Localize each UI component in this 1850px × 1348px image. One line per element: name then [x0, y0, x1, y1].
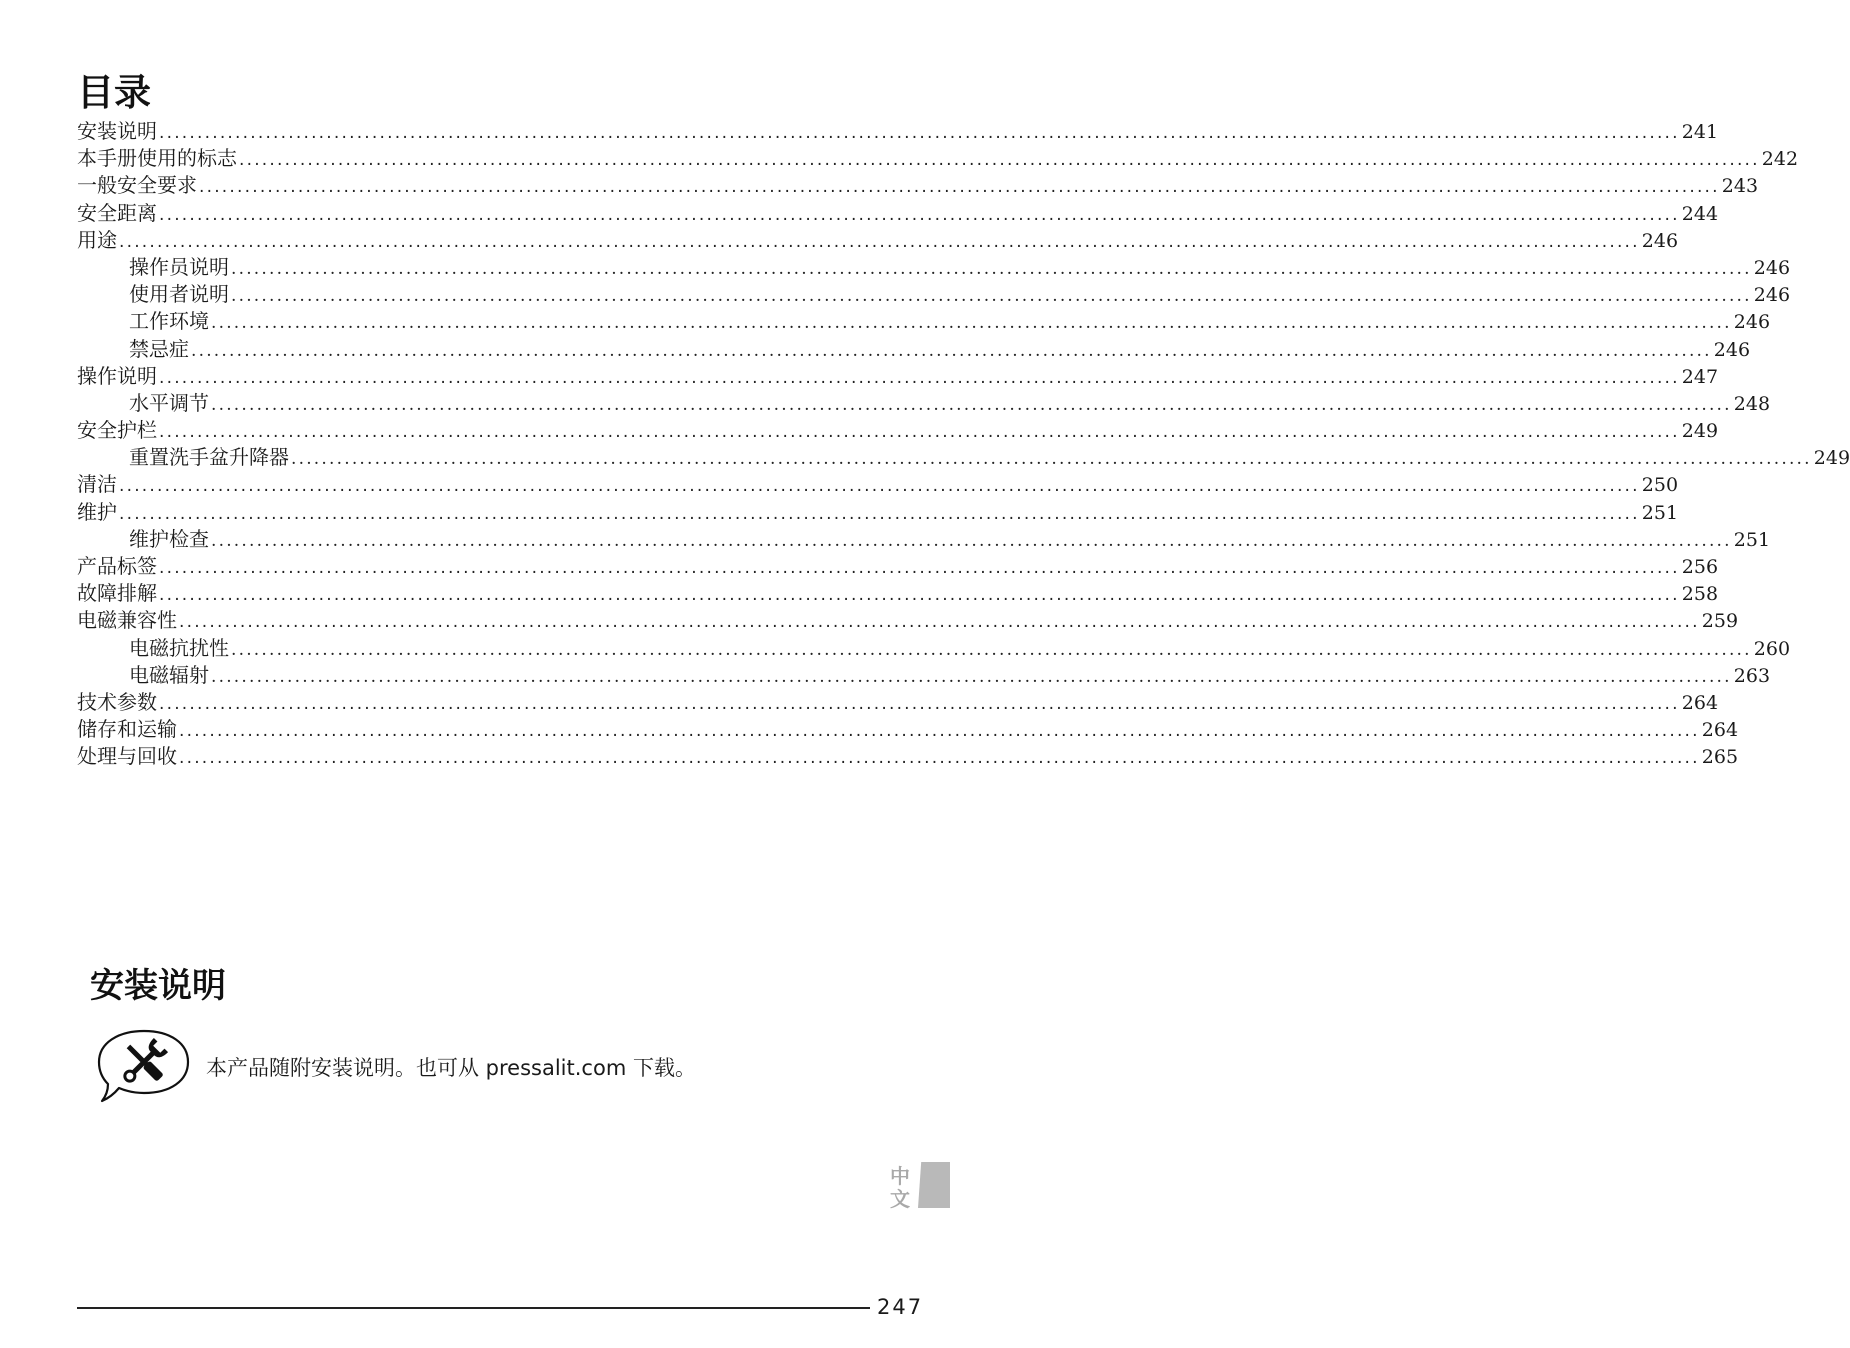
toc-leader-dots: ........................................................................................................................................................................................................ [179, 612, 1700, 633]
toc-entry-label: 安全距离 [77, 200, 157, 225]
toc-entry-label: 重置洗手盆升降器 [129, 445, 289, 470]
toc-leader-dots: ........................................................................................................................................................................................................ [179, 721, 1700, 742]
toc-entry-page: 246 [1641, 229, 1679, 252]
tools-icon [96, 1028, 192, 1104]
toc-entry-page: 265 [1701, 746, 1739, 769]
toc-entry-page: 246 [1733, 311, 1771, 334]
toc-entry-label: 工作环境 [129, 309, 209, 334]
toc-entry-page: 248 [1733, 392, 1771, 415]
toc-entry-label: 清洁 [77, 472, 117, 497]
toc-entry[interactable] [77, 145, 1799, 172]
toc-leader-dots: ........................................................................................................................................................................................................ [159, 693, 1680, 714]
toc-leader-dots: ........................................................................................................................................................................................................ [191, 340, 1712, 361]
toc-entry-label: 储存和运输 [77, 717, 177, 742]
toc-leader-dots: ........................................................................................................................................................................................................ [211, 666, 1732, 687]
toc-entry-label: 电磁抗扰性 [129, 635, 229, 660]
toc-entry-page: 247 [1681, 365, 1719, 388]
language-tab [918, 1162, 950, 1208]
toc-entry-page: 258 [1681, 583, 1719, 606]
toc-entry-label: 禁忌症 [129, 336, 189, 361]
toc-entry-label: 操作说明 [77, 363, 157, 388]
toc-leader-dots: ........................................................................................................................................................................................................ [119, 503, 1640, 524]
installation-note: 本产品随附安装说明。也可从 pressalit.com 下载。 [206, 1056, 696, 1080]
toc-entry-label: 使用者说明 [129, 282, 229, 307]
toc-entry[interactable] [77, 553, 1719, 580]
language-label [888, 1165, 912, 1211]
toc-leader-dots: ........................................................................................................................................................................................................ [179, 748, 1700, 769]
toc-entry-label: 故障排解 [77, 581, 157, 606]
toc-leader-dots: ........................................................................................................................................................................................................ [231, 639, 1752, 660]
toc-entry[interactable] [77, 662, 1771, 689]
toc-entry[interactable] [77, 607, 1739, 634]
toc-entry-page: 264 [1681, 691, 1719, 714]
toc-entry-page: 249 [1813, 447, 1850, 470]
toc-entry[interactable] [77, 172, 1759, 199]
toc-entry-page: 246 [1753, 284, 1791, 307]
toc-leader-dots: ........................................................................................................................................................................................................ [159, 123, 1680, 143]
toc-entry-page: 260 [1753, 637, 1791, 660]
toc-leader-dots: ........................................................................................................................................................................................................ [231, 258, 1752, 279]
toc-entry-label: 安全护栏 [77, 418, 157, 443]
toc-entry-label: 电磁兼容性 [77, 608, 177, 633]
toc-entry-page: 249 [1681, 420, 1719, 443]
toc-entry-page: 246 [1713, 338, 1751, 361]
table-of-contents [77, 118, 1850, 771]
toc-entry[interactable] [77, 743, 1739, 770]
toc-entry[interactable] [77, 444, 1850, 471]
toc-entry[interactable] [77, 363, 1719, 390]
toc-entry-label: 操作员说明 [129, 254, 229, 279]
language-label-line-1: 中 [890, 1164, 910, 1188]
toc-leader-dots: ........................................................................................................................................................................................................ [119, 231, 1640, 252]
toc-title: 目录 [77, 71, 151, 114]
toc-entry-page: 259 [1701, 610, 1739, 633]
toc-leader-dots: ........................................................................................................................................................................................................ [159, 367, 1680, 388]
toc-entry-label: 处理与回收 [77, 744, 177, 769]
toc-leader-dots: ........................................................................................................................................................................................................ [159, 204, 1680, 225]
toc-entry-label: 一般安全要求 [77, 173, 197, 198]
toc-leader-dots: ........................................................................................................................................................................................................ [211, 530, 1732, 551]
toc-entry-label: 维护 [77, 499, 117, 524]
toc-entry[interactable] [77, 635, 1791, 662]
toc-leader-dots: ........................................................................................................................................................................................................ [159, 558, 1680, 578]
language-label-line-2: 文 [890, 1187, 910, 1211]
toc-entry[interactable] [77, 526, 1771, 553]
toc-entry[interactable] [77, 200, 1719, 227]
toc-entry-page: 246 [1753, 256, 1791, 279]
toc-entry-label: 安装说明 [77, 119, 157, 143]
toc-leader-dots: ........................................................................................................................................................................................................ [119, 476, 1640, 497]
toc-leader-dots: ........................................................................................................................................................................................................ [211, 313, 1732, 334]
toc-entry-label: 本手册使用的标志 [77, 146, 237, 171]
toc-entry[interactable] [77, 471, 1679, 498]
toc-entry[interactable] [77, 227, 1679, 254]
toc-entry[interactable] [77, 281, 1791, 308]
toc-entry[interactable] [77, 499, 1679, 526]
toc-entry-label: 用途 [77, 227, 117, 252]
toc-entry[interactable] [77, 417, 1719, 444]
toc-entry-label: 技术参数 [77, 689, 157, 714]
toc-entry-page: 264 [1701, 719, 1739, 742]
toc-leader-dots: ........................................................................................................................................................................................................ [159, 585, 1680, 606]
toc-entry[interactable] [77, 390, 1771, 417]
toc-entry-label: 维护检查 [129, 526, 209, 551]
toc-entry[interactable] [77, 254, 1791, 281]
toc-leader-dots: ........................................................................................................................................................................................................ [199, 177, 1720, 198]
toc-leader-dots: ........................................................................................................................................................................................................ [211, 394, 1732, 415]
toc-entry-page: 243 [1721, 175, 1759, 198]
toc-leader-dots: ........................................................................................................................................................................................................ [159, 422, 1680, 443]
toc-entry-label: 产品标签 [77, 554, 157, 578]
toc-entry-page: 263 [1733, 664, 1771, 687]
toc-entry-page: 241 [1681, 121, 1719, 143]
toc-entry-page: 256 [1681, 556, 1719, 578]
toc-entry[interactable] [77, 716, 1739, 743]
toc-entry-label: 水平调节 [129, 390, 209, 415]
toc-entry-label: 电磁辐射 [129, 662, 209, 687]
toc-entry[interactable] [77, 308, 1771, 335]
toc-entry-page: 250 [1641, 474, 1679, 497]
toc-entry-page: 242 [1761, 148, 1799, 171]
footer-divider [77, 1307, 870, 1309]
toc-leader-dots: ........................................................................................................................................................................................................ [231, 286, 1752, 307]
toc-leader-dots: ........................................................................................................................................................................................................ [291, 449, 1812, 470]
toc-entry-page: 251 [1641, 501, 1679, 524]
toc-entry[interactable] [77, 118, 1719, 145]
toc-entry[interactable] [77, 580, 1719, 607]
section-title-installation: 安装说明 [90, 966, 226, 1006]
page-number: 247 [877, 1295, 924, 1319]
toc-leader-dots: ........................................................................................................................................................................................................ [239, 150, 1760, 171]
toc-entry-page: 251 [1733, 528, 1771, 551]
toc-entry[interactable] [77, 689, 1719, 716]
toc-entry-page: 244 [1681, 202, 1719, 225]
toc-entry[interactable] [77, 336, 1751, 363]
